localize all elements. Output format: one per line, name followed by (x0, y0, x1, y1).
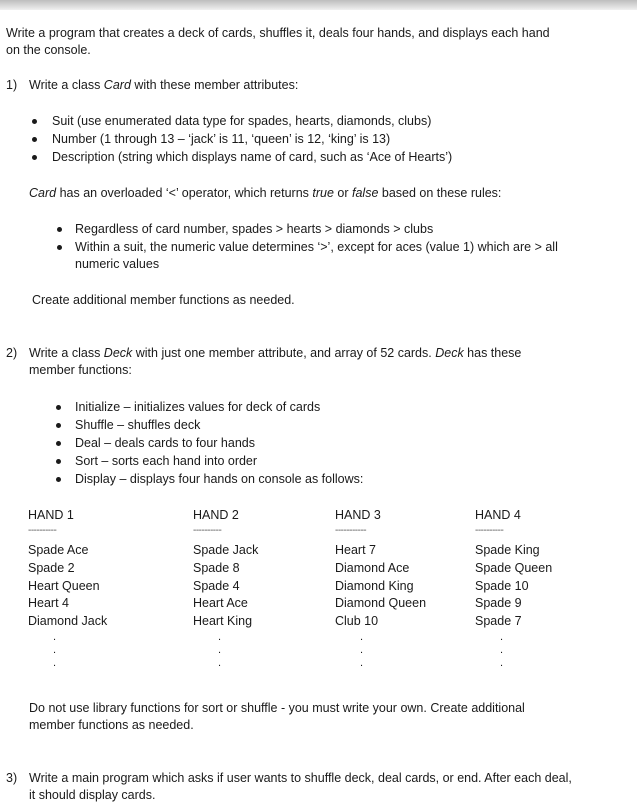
ellipsis-dot: . (360, 643, 364, 656)
ellipsis-dot: . (53, 630, 57, 643)
hand-column-2 (193, 507, 258, 670)
hand-card: Spade Queen (475, 561, 553, 576)
ellipsis-dot: . (53, 643, 57, 656)
ellipsis-dot: . (218, 630, 222, 643)
ellipsis-dot: . (360, 630, 364, 643)
top-header-fade (0, 0, 637, 10)
hand-card: Spade Jack (193, 543, 259, 558)
bullet-icon (56, 477, 61, 482)
bullet-icon (56, 459, 61, 464)
card-attribute-item: Description (string which displays name of card, such as ‘Ace of Hearts’) (52, 150, 453, 164)
deck-function-item: Sort – sorts each hand into order (75, 454, 258, 468)
deck-function-item: Initialize – initializes values for deck of cards (75, 400, 321, 414)
hand-card: Spade 10 (475, 578, 529, 593)
bullet-icon (57, 227, 62, 232)
bullet-icon (57, 245, 62, 250)
hand-column-1 (28, 507, 107, 670)
bullet-icon (32, 137, 37, 142)
deck-function-item: Shuffle – shuffles deck (75, 418, 201, 432)
hand-card: Spade 4 (193, 578, 240, 593)
hand-column-3 (335, 507, 426, 670)
bullet-icon (32, 155, 37, 160)
deck-function-item: Display – displays four hands on console as follows: (75, 472, 364, 486)
hand-card: Heart Queen (28, 578, 100, 593)
ellipsis-dot: . (218, 656, 222, 669)
bullet-icon (56, 405, 61, 410)
hand-card: Spade 8 (193, 561, 240, 576)
hand-card: Diamond Queen (335, 596, 427, 611)
card-attribute-item: Suit (use enumerated data type for spades, hearts, diamonds, clubs) (52, 114, 432, 128)
intro-paragraph: Write a program that creates a deck of cards, shuffles it, deals four hands, and displays each hand on the console. (6, 26, 550, 57)
ellipsis-dot: . (360, 656, 364, 669)
ellipsis-dot: . (53, 656, 57, 669)
card-attribute-item: Number (1 through 13 – ‘jack’ is 11, ‘queen’ is 12, ‘king’ is 13) (52, 132, 391, 146)
ellipsis-dot: . (500, 630, 504, 643)
section3-number: 3) (6, 771, 18, 785)
bullet-icon (56, 423, 61, 428)
section2-title: Write a class Deck with just one member attribute, and array of 52 cards. Deck has these member functions: (29, 346, 522, 377)
hand-card: Spade 7 (475, 614, 522, 629)
bullet-icon (56, 441, 61, 446)
hand-column-4 (475, 507, 552, 670)
section3-text: Write a main program which asks if user wants to shuffle deck, deal cards, or end. After each deal, it should display cards. (29, 771, 572, 802)
section1-title: Write a class Card with these member attributes: (29, 78, 299, 92)
hand-divider: ---------- (475, 524, 504, 536)
hand-card: Diamond King (335, 578, 414, 593)
hand-card: Heart 7 (335, 543, 376, 558)
hand-header: HAND 4 (475, 508, 521, 522)
hand-card: Spade King (475, 543, 540, 558)
section2-note: Do not use library functions for sort or shuffle - you must write your own. Create additional member functions as needed. (29, 701, 525, 732)
operator-rule-item: Within a suit, the numeric value determines ‘>’, except for aces (value 1) which are > all numeric values (75, 240, 558, 271)
hand-card: Diamond Ace (335, 561, 410, 576)
hand-card: Spade 2 (28, 561, 75, 576)
hand-card: Club 10 (335, 614, 379, 629)
hand-header: HAND 3 (335, 508, 381, 522)
ellipsis-dot: . (500, 656, 504, 669)
hand-divider: ---------- (28, 524, 57, 536)
ellipsis-dot: . (218, 643, 222, 656)
hand-divider: ----------- (335, 524, 367, 536)
operator-description: Card has an overloaded ‘<’ operator, which returns true or false based on these rules: (29, 186, 502, 200)
hand-card: Spade Ace (28, 543, 89, 558)
operator-rule-item: Regardless of card number, spades > hearts > diamonds > clubs (75, 222, 434, 236)
bullet-icon (32, 119, 37, 124)
section2-number: 2) (6, 346, 18, 360)
hand-card: Spade 9 (475, 596, 522, 611)
hand-card: Heart 4 (28, 596, 69, 611)
hand-header: HAND 1 (28, 508, 74, 522)
section1-additional-note: Create additional member functions as needed. (32, 293, 295, 307)
hand-card: Diamond Jack (28, 614, 108, 629)
hand-header: HAND 2 (193, 508, 239, 522)
section1-number: 1) (6, 78, 18, 92)
ellipsis-dot: . (500, 643, 504, 656)
deck-function-item: Deal – deals cards to four hands (75, 436, 255, 450)
hand-card: Heart King (193, 614, 253, 629)
hand-divider: ---------- (193, 524, 222, 536)
hand-card: Heart Ace (193, 596, 248, 611)
